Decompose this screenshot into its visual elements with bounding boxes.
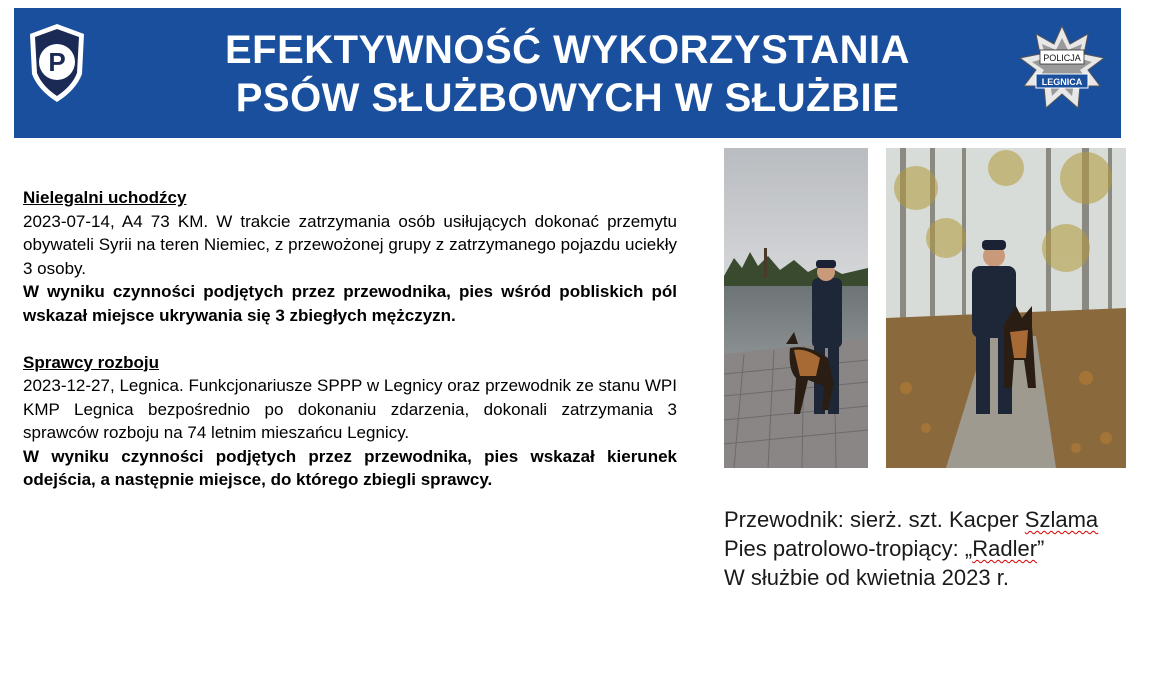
dog-name-prefix: Pies patrolowo-tropiący: „ — [724, 536, 973, 561]
dog-name: Radler — [972, 536, 1038, 561]
dog-name-suffix: ” — [1037, 536, 1045, 561]
photo-handler-with-dog-in-forest — [886, 148, 1126, 468]
header-banner — [14, 8, 1121, 138]
prevention-shield-logo — [26, 22, 88, 104]
section-body: 2023-12-27, Legnica. Funkcjonariusze SPPP w Legnicy oraz przewodnik ze stanu WPI KMP Legnica bezpośrednio po dokonaniu zdarzenia, dokonali zatrzymania 3 sprawców rozboju na 74 letnim mieszańcu Legnicy. — [23, 376, 677, 442]
page-title — [144, 26, 991, 122]
handler-name-prefix: Przewodnik: sierż. szt. Kacper — [724, 507, 1025, 532]
dog-name-line — [724, 534, 1160, 563]
right-logo-top-text: POLICJA — [1043, 53, 1081, 63]
section-title: Sprawcy rozboju — [23, 352, 160, 372]
service-since-line: W służbie od kwietnia 2023 r. — [724, 565, 1009, 590]
title-line-1: EFEKTYWNOŚĆ WYKORZYSTANIA — [224, 28, 911, 72]
section-title: Nielegalni uchodźcy — [23, 188, 187, 207]
title-line-2: PSÓW SŁUŻBOWYCH W SŁUŻBIE — [235, 76, 900, 120]
section-body: 2023-07-14, A4 73 KM. W trakcie zatrzymania osób usiłujących dokonać przemytu obywateli Syrii na teren Niemiec, z przewożonej grupy z zatrzymanego pojazdu uciekły 3 osoby. — [23, 211, 677, 278]
handler-info — [724, 505, 1160, 592]
section-result: W wyniku czynności podjętych przez przewodnika, pies wśród pobliskich pól wskazał miejsce ukrywania się 3 zbiegłych mężczyzn. — [23, 282, 677, 325]
handler-surname: Szlama — [1024, 507, 1099, 532]
incident-section — [23, 186, 677, 327]
incident-section — [23, 351, 677, 492]
right-logo-bottom-text: LEGNICA — [1041, 77, 1083, 87]
handler-name-line — [724, 505, 1160, 534]
police-legnica-star-logo — [1018, 24, 1106, 112]
left-logo-letter: P — [48, 47, 66, 77]
incident-list — [23, 186, 677, 515]
photo-handler-with-dog-by-lake — [724, 148, 868, 468]
section-result: W wyniku czynności podjętych przez przewodnika, pies wskazał kierunek odejścia, a następnie miejsce, do którego zbiegli sprawcy. — [23, 446, 677, 489]
